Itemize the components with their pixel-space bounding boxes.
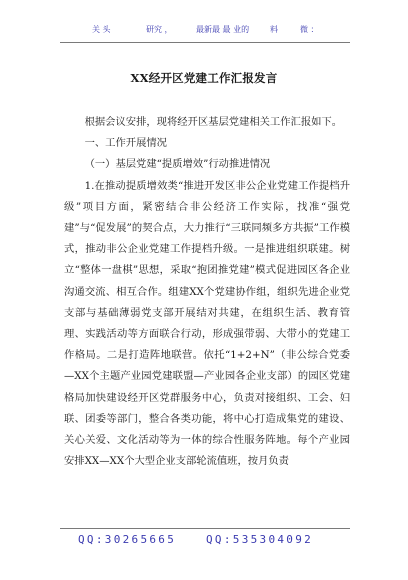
header-text-5: 微 ： bbox=[300, 25, 319, 34]
header-text-1: 关 头 bbox=[92, 25, 111, 34]
section-heading: 一、工作开展情况 bbox=[84, 137, 167, 150]
body-paragraph: 1.在推动提质增效类“推进开发区非公企业党建工作提档升级”项目方面，紧密结合非公经济工作实际，找准“强党建”与“促发展”的契合点，大力推行“三联同频多方共振”工作模式，推动非公企业党建工作提档升级。一是推进组织联建。树立“整体一盘棋”思想，采取“抱团推党建”模式促进园区各企业沟通交流、相互合作。组建XX个党建协作组，组织先进企业党支部与基础薄弱党支部开展结对共建，在组织生活、教育管理、实践活动等方面联合行动，形成强带弱、大带小的党建工作格局。二是打造阵地联营。依托“1+2+N”（非公综合党委—XX个主题产业园党建联盟—产业园各企业支部）的园区党建格局加快建设经开区党群服务中心，负责对接组织、工会、妇联、团委等部门，整合各类功能，将中心打造成集党的建设、关心关爱、文化活动等为一体的综合性服务阵地。每个产业园安排XX—XX个大型企业支部轮流值班，按月负责 bbox=[64, 179, 350, 468]
footer-qq-right: QQ:535304092 bbox=[206, 533, 314, 546]
intro-paragraph: 根据会议安排，现将经开区基层党建相关工作汇报如下。 bbox=[84, 116, 343, 128]
document-body bbox=[64, 112, 350, 472]
page-header bbox=[0, 24, 408, 38]
header-text-4: 料 bbox=[270, 25, 278, 34]
header-text-3: 最新最 最 业的 bbox=[196, 25, 250, 34]
header-rule bbox=[60, 42, 350, 43]
document-title: XX经开区党建工作汇报发言 bbox=[130, 71, 278, 85]
header-text-2: 研究 ， bbox=[146, 25, 173, 34]
subsection-heading: （一）基层党建“提质增效”行动推进情况 bbox=[84, 158, 271, 171]
footer-qq-left: QQ:30265665 bbox=[78, 533, 177, 546]
footer-rule bbox=[60, 528, 350, 529]
page-footer bbox=[0, 533, 408, 549]
